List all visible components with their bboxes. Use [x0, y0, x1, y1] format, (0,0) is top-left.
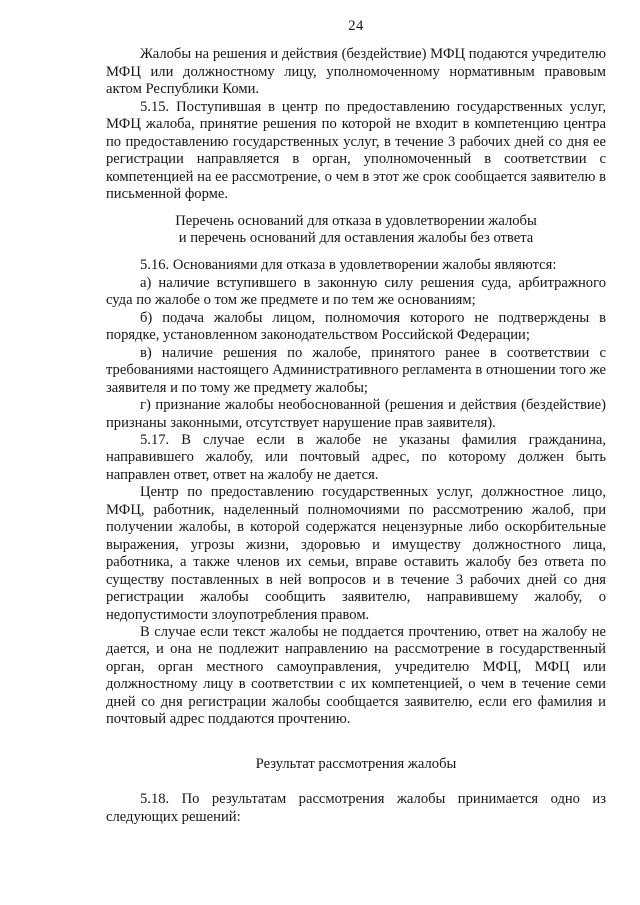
list-item-v: в) наличие решения по жалобе, принятого ранее в соответствии с требованиями настоящего Административного регламента в отношении того же заявителя и по тому же предмету жалобы; — [106, 344, 606, 396]
heading-line-1: Перечень оснований для отказа в удовлетворении жалобы — [175, 212, 537, 229]
heading-line-2: и перечень оснований для оставления жалобы без ответа — [178, 229, 534, 246]
section-heading-result: Результат рассмотрения жалобы — [255, 755, 457, 772]
list-item-b: б) подача жалобы лицом, полномочия которого не подтверждены в порядке, установленном законодательством Российской Федерации; — [106, 309, 606, 344]
paragraph-complaints-submission: Жалобы на решения и действия (бездействие) МФЦ подаются учредителю МФЦ или должностному лицу, уполномоченному нормативным правовым актом Республики Коми. — [106, 46, 606, 98]
list-item-a: а) наличие вступившего в законную силу решения суда, арбитражного суда по жалобе о том же предмете и по тем же основаниям; — [106, 274, 606, 309]
paragraph-5-15: 5.15. Поступившая в центр по предоставлению государственных услуг, МФЦ жалоба, принятие решения по которой не входит в компетенцию центра по предоставлению государственных услуг, в течение 3 рабочих дней со дня ее регистрации направляется в орган, уполномоченный в соответствии с компетенцией на ее рассмотрение, о чем в этот же срок сообщается заявителю в письменной форме. — [106, 98, 606, 203]
paragraph-unreadable-complaint: В случае если текст жалобы не поддается прочтению, ответ на жалобу не дается, и она не подлежит направлению на рассмотрение в государственный орган, орган местного самоуправления, учредителю МФЦ, МФЦ или должностному лицу в соответствии с их компетенцией, о чем в течение семи дней со дня регистрации жалобы сообщается заявителю, если его фамилия и почтовый адрес поддаются прочтению. — [106, 623, 606, 728]
section-heading-refusal-grounds — [106, 213, 606, 248]
paragraph-5-16: 5.16. Основаниями для отказа в удовлетворении жалобы являются: — [140, 257, 557, 274]
list-item-g: г) признание жалобы необоснованной (решения и действия (бездействие) признаны законными, отсутствует нарушение прав заявителя). — [106, 397, 606, 431]
paragraph-center-rights: Центр по предоставлению государственных услуг, должностное лицо, МФЦ, работник, наделенный полномочиями по рассмотрению жалоб, при получении жалобы, в которой содержатся нецензурные либо оскорбительные выражения, угрозы жизни, здоровью и имуществу должностного лица, работника, а также членов их семьи, вправе оставить жалобу без ответа по существу поставленных в ней вопросов и в течение 3 рабочих дней со дня регистрации жалобы сообщить заявителю, направившему жалобу, о недопустимости злоупотребления правом. — [106, 484, 606, 623]
paragraph-5-17: 5.17. В случае если в жалобе не указаны фамилия гражданина, направившего жалобу, или почтовый адрес, по которому должен быть направлен ответ, ответ на жалобу не дается. — [106, 431, 606, 483]
paragraph-5-18: 5.18. По результатам рассмотрения жалобы принимается одно из следующих решений: — [106, 791, 606, 825]
document-text-column — [106, 18, 606, 826]
page-number: 24 — [348, 18, 364, 34]
